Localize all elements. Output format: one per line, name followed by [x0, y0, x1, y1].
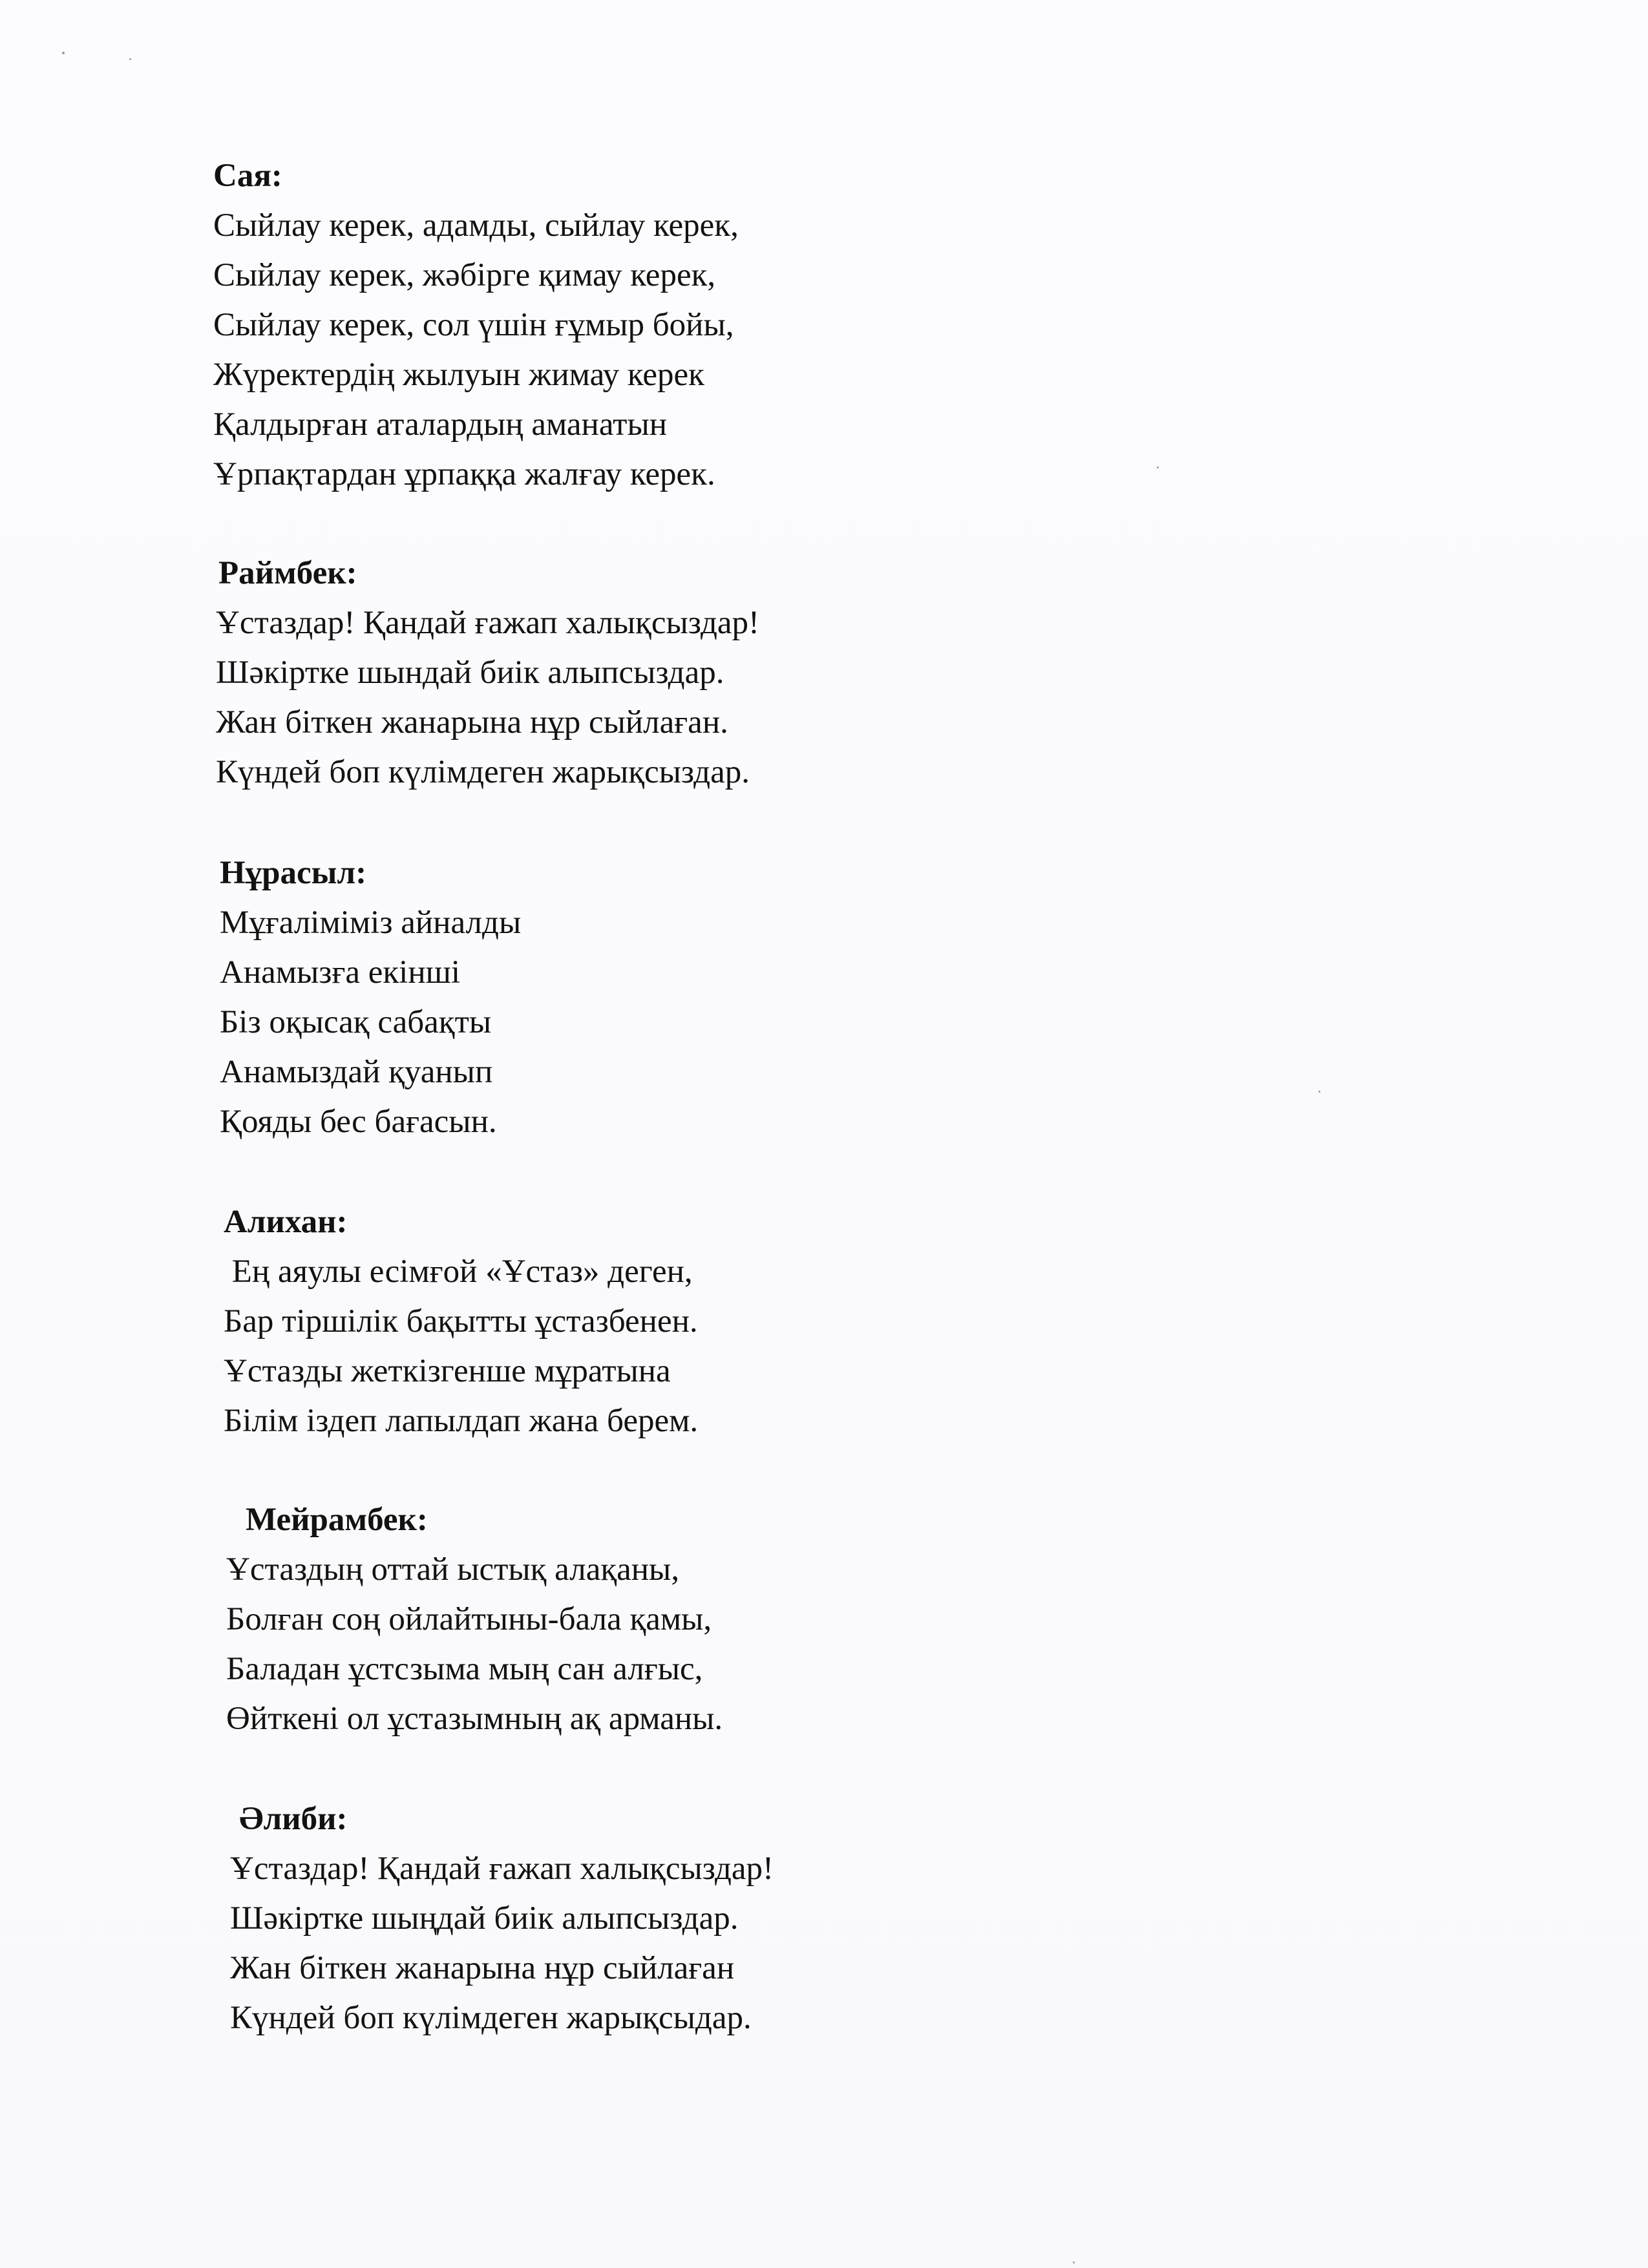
stanza-alibi	[230, 1794, 774, 2043]
stanza-nurasyl	[220, 848, 521, 1147]
speaker-name: Нұрасыл:	[220, 855, 367, 891]
verse-line: Қояды бес бағасын.	[220, 1104, 497, 1140]
verse-line: Бар тіршілік бақытты ұстазбенен.	[224, 1303, 698, 1339]
speaker-name: Раймбек:	[218, 555, 357, 591]
scan-speck	[1073, 2262, 1075, 2263]
verse-line: Ең аяулы есімғой «Ұстаз» деген,	[224, 1254, 693, 1290]
verse-line: Сыйлау керек, адамды, сыйлау керек,	[213, 207, 739, 244]
stanza-raimbek	[216, 549, 759, 797]
verse-line: Болған соң ойлайтыны-бала қамы,	[226, 1601, 712, 1637]
verse-line: Сыйлау керек, сол үшін ғұмыр бойы,	[213, 307, 734, 343]
stanza-alikhan	[224, 1197, 698, 1446]
verse-line: Біз оқысақ сабақты	[220, 1004, 492, 1040]
speaker-name: Әлиби:	[239, 1801, 348, 1837]
speaker-name: Сая:	[213, 158, 282, 194]
verse-line: Анамыздай қуанып	[220, 1054, 493, 1090]
verse-line: Ұстаздың оттай ыстық алақаны,	[226, 1551, 680, 1588]
verse-line: Мұғаліміміз айналды	[220, 905, 522, 941]
verse-line: Жүректердің жылуын жимау керек	[213, 357, 704, 393]
scan-speck	[129, 58, 131, 60]
verse-line: Анамызға екінші	[220, 954, 461, 991]
verse-line: Білім іздеп лапылдап жана берем.	[224, 1403, 699, 1439]
verse-line: Ұстазды жеткізгенше мұратына	[224, 1353, 671, 1389]
stanza-meirambek	[226, 1495, 723, 1744]
verse-line: Қалдырған аталардың аманатын	[213, 406, 667, 443]
speaker-name: Мейрамбек:	[246, 1502, 428, 1538]
stanza-saya	[213, 151, 739, 499]
verse-line: Жан біткен жанарына нұр сыйлаған	[230, 1950, 735, 1986]
verse-line: Баладан ұстсзыма мың сан алғыс,	[226, 1651, 703, 1687]
scan-speck	[62, 52, 65, 54]
verse-line: Ұрпақтардан ұрпаққа жалғау керек.	[213, 456, 715, 492]
verse-line: Ұстаздар! Қандай ғажап халықсыздар!	[230, 1851, 774, 1887]
verse-line: Ұстаздар! Қандай ғажап халықсыздар!	[216, 605, 760, 641]
verse-line: Шәкіртке шыңдай биік алыпсыздар.	[230, 1900, 739, 1937]
scan-speck	[1318, 1091, 1320, 1093]
verse-line: Жан біткен жанарына нұр сыйлаған.	[216, 704, 728, 740]
speaker-name: Алихан:	[224, 1204, 348, 1240]
verse-line: Сыйлау керек, жәбірге қимау керек,	[213, 257, 716, 293]
verse-line: Күндей боп күлімдеген жарықсыдар.	[230, 2000, 752, 2036]
verse-line: Шәкіртке шындай биік алыпсыздар.	[216, 655, 724, 691]
scan-speck	[1157, 467, 1159, 468]
verse-line: Өйткені ол ұстазымның ақ арманы.	[226, 1701, 723, 1737]
verse-line: Күндей боп күлімдеген жарықсыздар.	[216, 754, 750, 790]
